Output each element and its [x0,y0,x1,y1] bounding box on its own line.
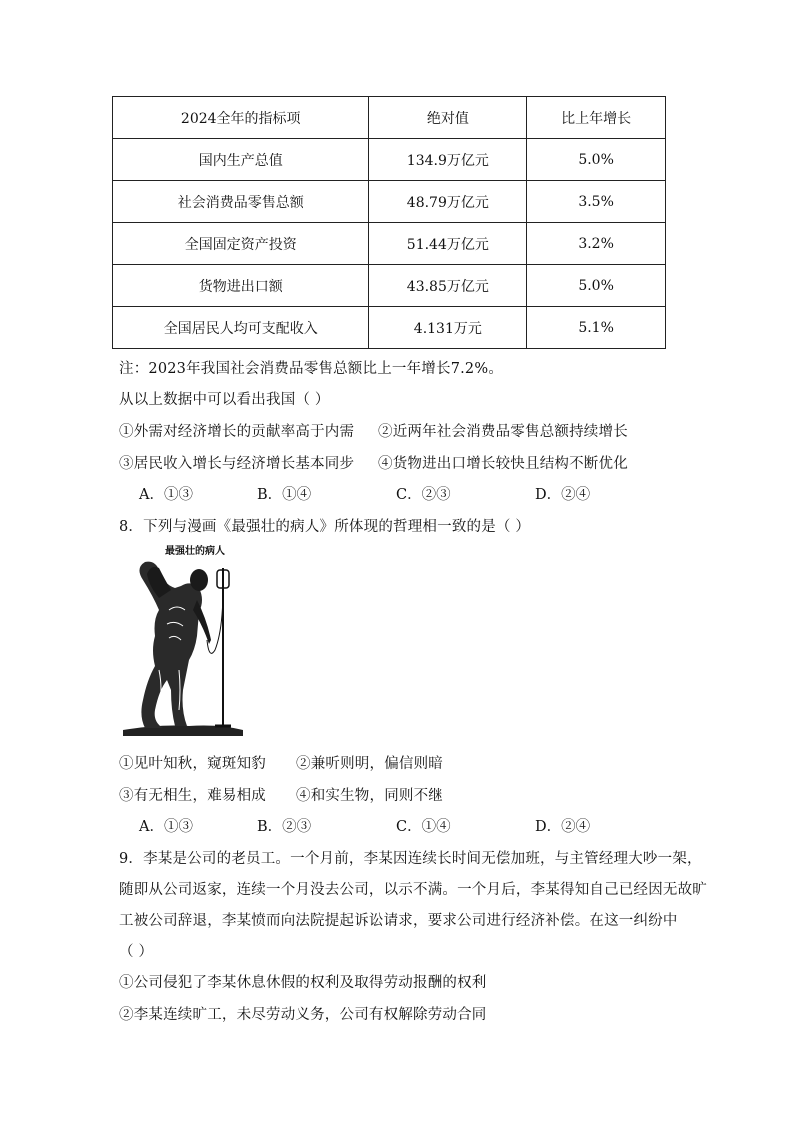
table-row [113,307,666,349]
table-row [113,223,666,265]
question-7-stem: 从以上数据中可以看出我国（ ） [119,392,330,408]
table-cell: 货物进出口额 [113,265,369,307]
strongest-patient-cartoon [119,540,249,740]
table-cell: 5.0% [527,265,666,307]
question-7-item-1: ①外需对经济增长的贡献率高于内需 [119,424,355,440]
question-7-item-2: ②近两年社会消费品零售总额持续增长 [378,424,628,440]
table-cell: 5.0% [527,139,666,181]
table-cell: 国内生产总值 [113,139,369,181]
option-c: C．①④ [396,819,451,835]
question-8-item-2: ②兼听则明，偏信则暗 [296,756,443,772]
table-header-cell: 比上年增长 [527,97,666,139]
table-cell: 51.44万亿元 [369,223,527,265]
table-cell: 134.9万亿元 [369,139,527,181]
table-cell: 全国固定资产投资 [113,223,369,265]
question-8-item-4: ④和实生物，同则不继 [296,788,443,804]
table-cell: 4.131万元 [369,307,527,349]
option-d: D．②④ [535,819,591,835]
question-9-line-4: （ ） [119,944,154,960]
cartoon-title: 最强壮的病人 [165,546,225,557]
table-header-cell: 2024全年的指标项 [113,97,369,139]
table-header-cell: 绝对值 [369,97,527,139]
question-8-stem: 8．下列与漫画《最强壮的病人》所体现的哲理相一致的是（ ） [119,519,531,535]
question-7-item-4: ④货物进出口增长较快且结构不断优化 [378,456,628,472]
question-9-item-1: ①公司侵犯了李某休息休假的权利及取得劳动报酬的权利 [119,975,487,991]
table-row [113,139,666,181]
question-9-line-3: 工被公司辞退，李某愤而向法院提起诉讼请求，要求公司进行经济补偿。在这一纠纷中 [119,913,678,929]
option-b: B．①④ [257,487,312,503]
table-row [113,181,666,223]
table-cell: 3.2% [527,223,666,265]
option-a: A．①③ [139,819,193,835]
option-b: B．②③ [257,819,312,835]
table-cell: 43.85万亿元 [369,265,527,307]
question-9-item-2: ②李某连续旷工，未尽劳动义务，公司有权解除劳动合同 [119,1007,487,1023]
option-c: C．②③ [396,487,451,503]
table-cell: 5.1% [527,307,666,349]
question-9-line-1: 9．李某是公司的老员工。一个月前，李某因连续长时间无偿加班，与主管经理大吵一架， [119,851,702,867]
table-cell: 3.5% [527,181,666,223]
question-7-item-3: ③居民收入增长与经济增长基本同步 [119,456,355,472]
question-9-line-2: 随即从公司返家，连续一个月没去公司，以示不满。一个月后，李某得知自己已经因无故旷 [119,882,707,898]
table-row [113,265,666,307]
question-8-item-3: ③有无相生，难易相成 [119,788,266,804]
economic-indicators-table [112,96,666,349]
table-cell: 全国居民人均可支配收入 [113,307,369,349]
question-8-item-1: ①见叶知秋，窥斑知豹 [119,756,266,772]
table-cell: 48.79万亿元 [369,181,527,223]
table-header-row [113,97,666,139]
table-cell: 社会消费品零售总额 [113,181,369,223]
option-d: D．②④ [535,487,591,503]
table-note: 注：2023年我国社会消费品零售总额比上一年增长7.2%。 [119,361,504,377]
option-a: A．①③ [139,487,193,503]
